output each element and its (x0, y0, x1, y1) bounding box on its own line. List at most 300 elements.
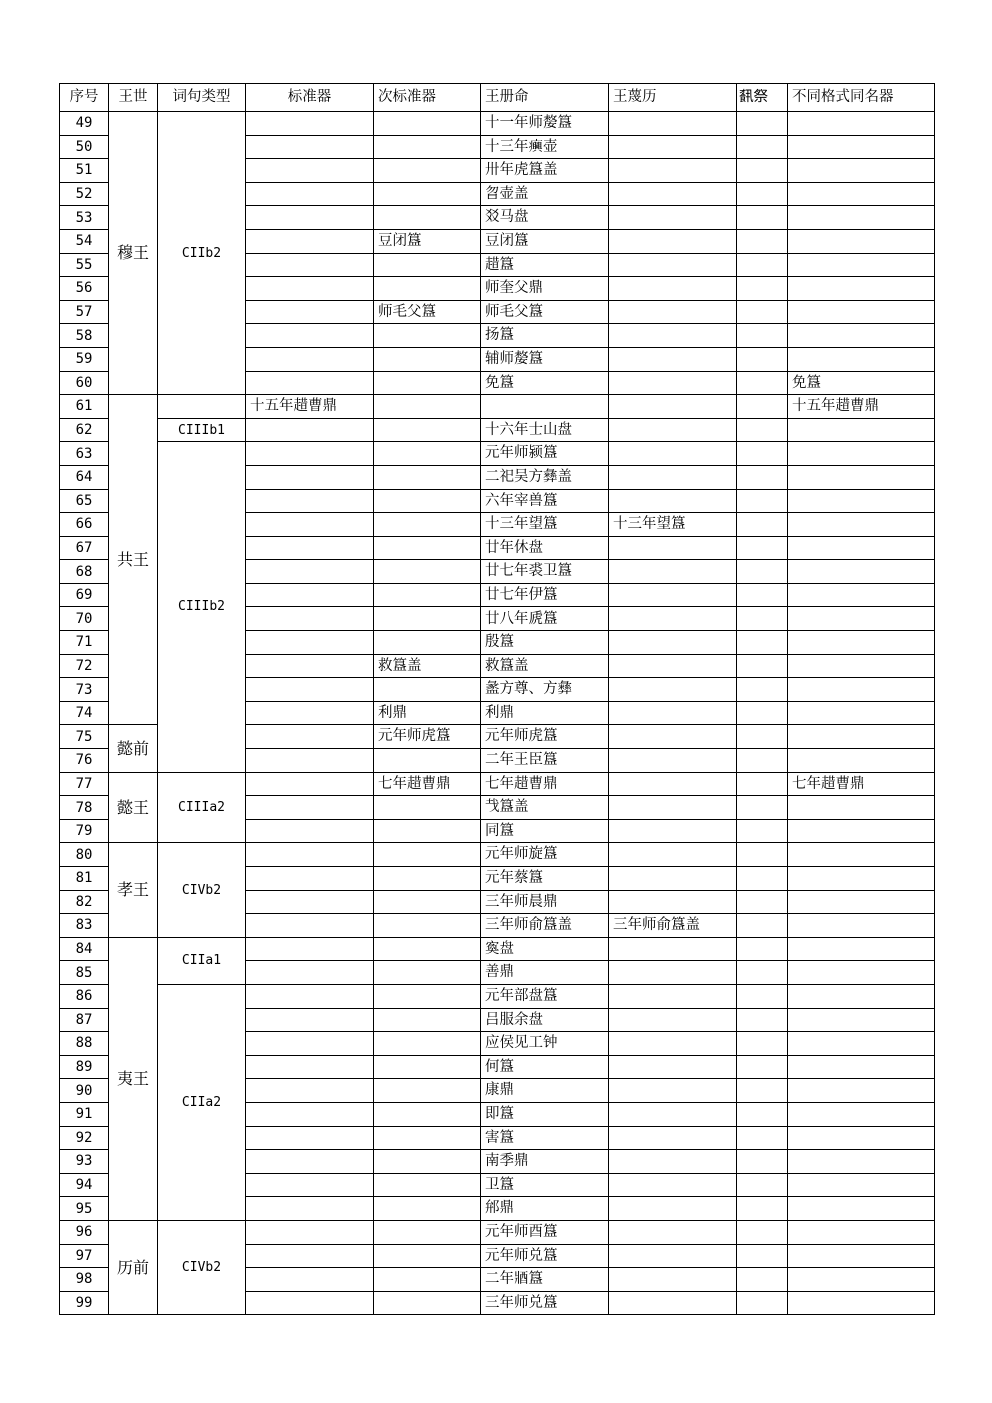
sub-standard-vessel-cell (374, 890, 481, 914)
royal-mieli-cell (609, 1291, 737, 1315)
sub-standard-vessel-cell: 元年师虎簋 (374, 725, 481, 749)
ji-sacrifice-cell (737, 1173, 788, 1197)
royal-mieli-cell (609, 560, 737, 584)
royal-command-cell: 何簋 (481, 1055, 609, 1079)
ji-sacrifice-cell (737, 560, 788, 584)
same-name-vessel-cell (788, 725, 935, 749)
row-number-cell: 94 (60, 1173, 109, 1197)
sub-standard-vessel-cell (374, 984, 481, 1008)
header-royal-command: 王册命 (481, 84, 609, 112)
ji-sacrifice-cell (737, 1197, 788, 1221)
ji-sacrifice-cell (737, 277, 788, 301)
same-name-vessel-cell (788, 206, 935, 230)
table-row (60, 1220, 935, 1244)
royal-mieli-cell (609, 725, 737, 749)
row-number-cell: 73 (60, 678, 109, 702)
sub-standard-vessel-cell (374, 489, 481, 513)
ji-sacrifice-cell (737, 112, 788, 136)
royal-mieli-cell (609, 1268, 737, 1292)
royal-mieli-cell (609, 1244, 737, 1268)
royal-mieli-cell (609, 654, 737, 678)
ji-sacrifice-cell (737, 1008, 788, 1032)
royal-mieli-cell (609, 1008, 737, 1032)
same-name-vessel-cell (788, 112, 935, 136)
standard-vessel-cell (246, 607, 374, 631)
row-number-cell: 59 (60, 347, 109, 371)
standard-vessel-cell (246, 796, 374, 820)
royal-command-cell: 廿八年虒簋 (481, 607, 609, 631)
royal-mieli-cell (609, 300, 737, 324)
ji-sacrifice-cell (737, 725, 788, 749)
row-number-cell: 63 (60, 442, 109, 466)
sub-standard-vessel-cell (374, 843, 481, 867)
row-number-cell: 66 (60, 513, 109, 537)
ji-sacrifice-cell (737, 819, 788, 843)
row-number-cell: 60 (60, 371, 109, 395)
standard-vessel-cell (246, 371, 374, 395)
royal-command-cell: 元年师虎簋 (481, 725, 609, 749)
royal-command-cell: 应侯见工钟 (481, 1032, 609, 1056)
royal-command-cell: 廿年休盘 (481, 536, 609, 560)
royal-mieli-cell (609, 819, 737, 843)
ji-sacrifice-cell (737, 1126, 788, 1150)
sub-standard-vessel-cell (374, 277, 481, 301)
royal-command-cell: 同簋 (481, 819, 609, 843)
ji-sacrifice-cell (737, 796, 788, 820)
same-name-vessel-cell (788, 347, 935, 371)
royal-command-cell: 豆闭簋 (481, 229, 609, 253)
standard-vessel-cell (246, 819, 374, 843)
royal-command-cell: 曶壶盖 (481, 182, 609, 206)
royal-mieli-cell (609, 890, 737, 914)
standard-vessel-cell (246, 182, 374, 206)
row-number-cell: 86 (60, 984, 109, 1008)
sub-standard-vessel-cell (374, 442, 481, 466)
standard-vessel-cell (246, 1268, 374, 1292)
row-number-cell: 49 (60, 112, 109, 136)
royal-command-cell: 七年趞曹鼎 (481, 772, 609, 796)
royal-mieli-cell (609, 371, 737, 395)
phrase-type-cell: CIIIb2 (158, 442, 246, 772)
royal-mieli-cell (609, 1173, 737, 1197)
standard-vessel-cell (246, 1008, 374, 1032)
sub-standard-vessel-cell (374, 583, 481, 607)
phrase-type-cell: CIVb2 (158, 1220, 246, 1314)
table-row (60, 442, 935, 466)
royal-command-cell: 十三年𤼈壶 (481, 135, 609, 159)
sub-standard-vessel-cell (374, 513, 481, 537)
standard-vessel-cell (246, 465, 374, 489)
same-name-vessel-cell (788, 1268, 935, 1292)
royal-mieli-cell (609, 701, 737, 725)
royal-mieli-cell (609, 607, 737, 631)
royal-mieli-cell (609, 678, 737, 702)
row-number-cell: 70 (60, 607, 109, 631)
standard-vessel-cell (246, 347, 374, 371)
royal-command-cell: 廿七年裘卫簋 (481, 560, 609, 584)
king-cell-yi-wang: 夷王 (109, 937, 158, 1220)
royal-command-cell: 救簋盖 (481, 654, 609, 678)
sub-standard-vessel-cell (374, 631, 481, 655)
row-number-cell: 76 (60, 749, 109, 773)
row-number-cell: 98 (60, 1268, 109, 1292)
standard-vessel-cell (246, 1032, 374, 1056)
royal-mieli-cell (609, 277, 737, 301)
table-row (60, 984, 935, 1008)
row-number-cell: 64 (60, 465, 109, 489)
royal-mieli-cell (609, 229, 737, 253)
row-number-cell: 62 (60, 418, 109, 442)
same-name-vessel-cell (788, 465, 935, 489)
same-name-vessel-cell (788, 159, 935, 183)
royal-mieli-cell (609, 1126, 737, 1150)
standard-vessel-cell (246, 631, 374, 655)
ji-sacrifice-cell (737, 1055, 788, 1079)
sub-standard-vessel-cell (374, 1055, 481, 1079)
ji-sacrifice-cell (737, 1150, 788, 1174)
table-row (60, 937, 935, 961)
royal-command-cell: 南季鼎 (481, 1150, 609, 1174)
table-row (60, 843, 935, 867)
same-name-vessel-cell (788, 654, 935, 678)
same-name-vessel-cell (788, 418, 935, 442)
royal-command-cell: 吕服余盘 (481, 1008, 609, 1032)
sub-standard-vessel-cell: 救簋盖 (374, 654, 481, 678)
ji-sacrifice-cell (737, 1268, 788, 1292)
king-cell-li-qian: 历前 (109, 1220, 158, 1314)
royal-command-cell: 三年师兑簋 (481, 1291, 609, 1315)
royal-command-cell: 三年师晨鼎 (481, 890, 609, 914)
header-king: 王世 (109, 84, 158, 112)
sub-standard-vessel-cell (374, 465, 481, 489)
standard-vessel-cell (246, 1244, 374, 1268)
royal-command-cell: 利鼎 (481, 701, 609, 725)
ji-sacrifice-cell (737, 135, 788, 159)
row-number-cell: 53 (60, 206, 109, 230)
same-name-vessel-cell (788, 1126, 935, 1150)
ji-sacrifice-cell (737, 654, 788, 678)
ji-sacrifice-cell (737, 253, 788, 277)
phrase-type-cell: CIIb2 (158, 112, 246, 395)
row-number-cell: 75 (60, 725, 109, 749)
sub-standard-vessel-cell (374, 253, 481, 277)
ji-sacrifice-cell (737, 961, 788, 985)
row-number-cell: 54 (60, 229, 109, 253)
standard-vessel-cell (246, 583, 374, 607)
row-number-cell: 55 (60, 253, 109, 277)
sub-standard-vessel-cell (374, 1008, 481, 1032)
same-name-vessel-cell (788, 1244, 935, 1268)
royal-command-cell: 元年师兑簋 (481, 1244, 609, 1268)
royal-mieli-cell (609, 206, 737, 230)
ji-sacrifice-cell (737, 843, 788, 867)
standard-vessel-cell (246, 135, 374, 159)
sub-standard-vessel-cell (374, 749, 481, 773)
header-same-name-vessel: 不同格式同名器 (788, 84, 935, 112)
standard-vessel-cell (246, 725, 374, 749)
royal-command-cell: 廿七年伊簋 (481, 583, 609, 607)
standard-vessel-cell (246, 229, 374, 253)
royal-command-cell: 六年宰兽簋 (481, 489, 609, 513)
sub-standard-vessel-cell (374, 112, 481, 136)
row-number-cell: 93 (60, 1150, 109, 1174)
sub-standard-vessel-cell (374, 560, 481, 584)
royal-mieli-cell (609, 961, 737, 985)
table-row (60, 395, 935, 419)
row-number-cell: 77 (60, 772, 109, 796)
header-no: 序号 (60, 84, 109, 112)
royal-command-cell: 善鼎 (481, 961, 609, 985)
row-number-cell: 50 (60, 135, 109, 159)
sub-standard-vessel-cell: 七年趞曹鼎 (374, 772, 481, 796)
ji-sacrifice-cell (737, 1220, 788, 1244)
phrase-type-cell: CIIa2 (158, 984, 246, 1220)
sub-standard-vessel-cell (374, 1173, 481, 1197)
royal-mieli-cell (609, 347, 737, 371)
royal-mieli-cell (609, 937, 737, 961)
same-name-vessel-cell (788, 749, 935, 773)
row-number-cell: 71 (60, 631, 109, 655)
royal-command-cell: 即簋 (481, 1102, 609, 1126)
royal-mieli-cell (609, 253, 737, 277)
royal-command-cell: 元年师旋簋 (481, 843, 609, 867)
sub-standard-vessel-cell (374, 159, 481, 183)
standard-vessel-cell (246, 1079, 374, 1103)
row-number-cell: 78 (60, 796, 109, 820)
ji-sacrifice-cell (737, 395, 788, 419)
royal-command-cell: 师毛父簋 (481, 300, 609, 324)
royal-command-cell: 趞簋 (481, 253, 609, 277)
ji-sacrifice-cell (737, 347, 788, 371)
standard-vessel-cell (246, 678, 374, 702)
header-sub-standard-vessel: 次标准器 (374, 84, 481, 112)
royal-command-cell: 二年𨟻簋 (481, 1268, 609, 1292)
ji-sacrifice-cell (737, 465, 788, 489)
royal-command-cell: 师奎父鼎 (481, 277, 609, 301)
standard-vessel-cell (246, 1291, 374, 1315)
phrase-type-cell: CIVb2 (158, 843, 246, 937)
royal-mieli-cell (609, 867, 737, 891)
ji-sacrifice-cell (737, 890, 788, 914)
row-number-cell: 74 (60, 701, 109, 725)
sub-standard-vessel-cell: 利鼎 (374, 701, 481, 725)
king-cell-yi-qian: 懿前 (109, 725, 158, 772)
royal-command-cell: 三年师俞簋盖 (481, 914, 609, 938)
sub-standard-vessel-cell (374, 1197, 481, 1221)
royal-command-cell: 十一年师嫠簋 (481, 112, 609, 136)
standard-vessel-cell (246, 1197, 374, 1221)
ji-sacrifice-cell (737, 701, 788, 725)
phrase-type-cell: CIIIb1 (158, 418, 246, 442)
same-name-vessel-cell (788, 182, 935, 206)
row-number-cell: 51 (60, 159, 109, 183)
king-cell-yi: 懿王 (109, 772, 158, 843)
same-name-vessel-cell (788, 1173, 935, 1197)
standard-vessel-cell (246, 418, 374, 442)
row-number-cell: 84 (60, 937, 109, 961)
same-name-vessel-cell (788, 135, 935, 159)
royal-command-cell: 卫簋 (481, 1173, 609, 1197)
royal-command-cell: 十六年士山盘 (481, 418, 609, 442)
row-number-cell: 56 (60, 277, 109, 301)
ji-sacrifice-cell (737, 1079, 788, 1103)
row-number-cell: 92 (60, 1126, 109, 1150)
royal-mieli-cell (609, 631, 737, 655)
royal-mieli-cell (609, 112, 737, 136)
royal-command-cell: 殷簋 (481, 631, 609, 655)
standard-vessel-cell (246, 253, 374, 277)
sub-standard-vessel-cell (374, 1244, 481, 1268)
row-number-cell: 87 (60, 1008, 109, 1032)
ji-sacrifice-cell (737, 678, 788, 702)
ji-sacrifice-cell (737, 867, 788, 891)
royal-command-cell: 元年蔡簋 (481, 867, 609, 891)
same-name-vessel-cell (788, 536, 935, 560)
royal-command-cell: 免簋 (481, 371, 609, 395)
sub-standard-vessel-cell (374, 182, 481, 206)
standard-vessel-cell (246, 772, 374, 796)
sub-standard-vessel-cell (374, 937, 481, 961)
row-number-cell: 67 (60, 536, 109, 560)
standard-vessel-cell (246, 1220, 374, 1244)
royal-command-cell (481, 395, 609, 419)
phrase-type-cell: CIIIa2 (158, 772, 246, 843)
standard-vessel-cell (246, 937, 374, 961)
same-name-vessel-cell (788, 583, 935, 607)
royal-command-cell: 盠方尊、方彝 (481, 678, 609, 702)
standard-vessel-cell (246, 654, 374, 678)
royal-command-cell: 㸚马盘 (481, 206, 609, 230)
row-number-cell: 61 (60, 395, 109, 419)
same-name-vessel-cell (788, 1008, 935, 1032)
standard-vessel-cell (246, 701, 374, 725)
royal-command-cell: 𢦏簋盖 (481, 796, 609, 820)
sub-standard-vessel-cell (374, 418, 481, 442)
standard-vessel-cell (246, 324, 374, 348)
sub-standard-vessel-cell (374, 819, 481, 843)
ji-sacrifice-cell (737, 324, 788, 348)
standard-vessel-cell (246, 749, 374, 773)
phrase-type-cell (158, 395, 246, 419)
row-number-cell: 99 (60, 1291, 109, 1315)
row-number-cell: 57 (60, 300, 109, 324)
standard-vessel-cell (246, 984, 374, 1008)
ji-sacrifice-cell (737, 159, 788, 183)
ji-sacrifice-cell (737, 206, 788, 230)
sub-standard-vessel-cell (374, 796, 481, 820)
royal-mieli-cell (609, 1150, 737, 1174)
ji-sacrifice-cell (737, 749, 788, 773)
royal-mieli-cell (609, 536, 737, 560)
royal-mieli-cell (609, 135, 737, 159)
standard-vessel-cell (246, 513, 374, 537)
same-name-vessel-cell (788, 701, 935, 725)
royal-mieli-cell (609, 159, 737, 183)
ji-sacrifice-cell (737, 418, 788, 442)
header-phrase-type: 词句类型 (158, 84, 246, 112)
standard-vessel-cell (246, 560, 374, 584)
standard-vessel-cell: 十五年趞曹鼎 (246, 395, 374, 419)
sub-standard-vessel-cell (374, 678, 481, 702)
row-number-cell: 90 (60, 1079, 109, 1103)
row-number-cell: 96 (60, 1220, 109, 1244)
standard-vessel-cell (246, 1102, 374, 1126)
sub-standard-vessel-cell (374, 395, 481, 419)
royal-command-cell: 元年部盘簋 (481, 984, 609, 1008)
same-name-vessel-cell (788, 678, 935, 702)
same-name-vessel-cell (788, 277, 935, 301)
same-name-vessel-cell: 十五年趞曹鼎 (788, 395, 935, 419)
royal-mieli-cell (609, 583, 737, 607)
royal-mieli-cell: 十三年望簋 (609, 513, 737, 537)
row-number-cell: 69 (60, 583, 109, 607)
royal-mieli-cell (609, 395, 737, 419)
standard-vessel-cell (246, 489, 374, 513)
standard-vessel-cell (246, 1150, 374, 1174)
ji-sacrifice-cell (737, 229, 788, 253)
royal-mieli-cell (609, 182, 737, 206)
header-ji-sacrifice: 𩛥祭 (737, 84, 788, 112)
sub-standard-vessel-cell (374, 1150, 481, 1174)
same-name-vessel-cell (788, 1055, 935, 1079)
royal-command-cell: 卅年虎簋盖 (481, 159, 609, 183)
royal-command-cell: 康鼎 (481, 1079, 609, 1103)
royal-mieli-cell (609, 465, 737, 489)
royal-mieli-cell (609, 796, 737, 820)
ji-sacrifice-cell (737, 631, 788, 655)
standard-vessel-cell (246, 277, 374, 301)
row-number-cell: 89 (60, 1055, 109, 1079)
royal-mieli-cell (609, 1197, 737, 1221)
royal-mieli-cell (609, 984, 737, 1008)
row-number-cell: 95 (60, 1197, 109, 1221)
same-name-vessel-cell (788, 1220, 935, 1244)
same-name-vessel-cell: 免簋 (788, 371, 935, 395)
same-name-vessel-cell (788, 961, 935, 985)
royal-mieli-cell (609, 843, 737, 867)
royal-command-cell: 害簋 (481, 1126, 609, 1150)
standard-vessel-cell (246, 300, 374, 324)
sub-standard-vessel-cell (374, 1126, 481, 1150)
sub-standard-vessel-cell (374, 1079, 481, 1103)
standard-vessel-cell (246, 843, 374, 867)
row-number-cell: 82 (60, 890, 109, 914)
ji-sacrifice-cell (737, 536, 788, 560)
standard-vessel-cell (246, 914, 374, 938)
ji-sacrifice-cell (737, 1291, 788, 1315)
same-name-vessel-cell (788, 1102, 935, 1126)
header-royal-mieli: 王蔑历 (609, 84, 737, 112)
royal-mieli-cell (609, 1079, 737, 1103)
ji-sacrifice-cell (737, 371, 788, 395)
same-name-vessel-cell (788, 442, 935, 466)
sub-standard-vessel-cell (374, 1268, 481, 1292)
same-name-vessel-cell (788, 1032, 935, 1056)
royal-command-cell: 扬簋 (481, 324, 609, 348)
royal-mieli-cell (609, 1102, 737, 1126)
standard-vessel-cell (246, 1173, 374, 1197)
same-name-vessel-cell (788, 890, 935, 914)
same-name-vessel-cell (788, 607, 935, 631)
sub-standard-vessel-cell (374, 206, 481, 230)
row-number-cell: 79 (60, 819, 109, 843)
ji-sacrifice-cell (737, 1032, 788, 1056)
standard-vessel-cell (246, 1126, 374, 1150)
sub-standard-vessel-cell (374, 135, 481, 159)
royal-mieli-cell (609, 772, 737, 796)
header-row (60, 84, 935, 112)
royal-mieli-cell (609, 749, 737, 773)
